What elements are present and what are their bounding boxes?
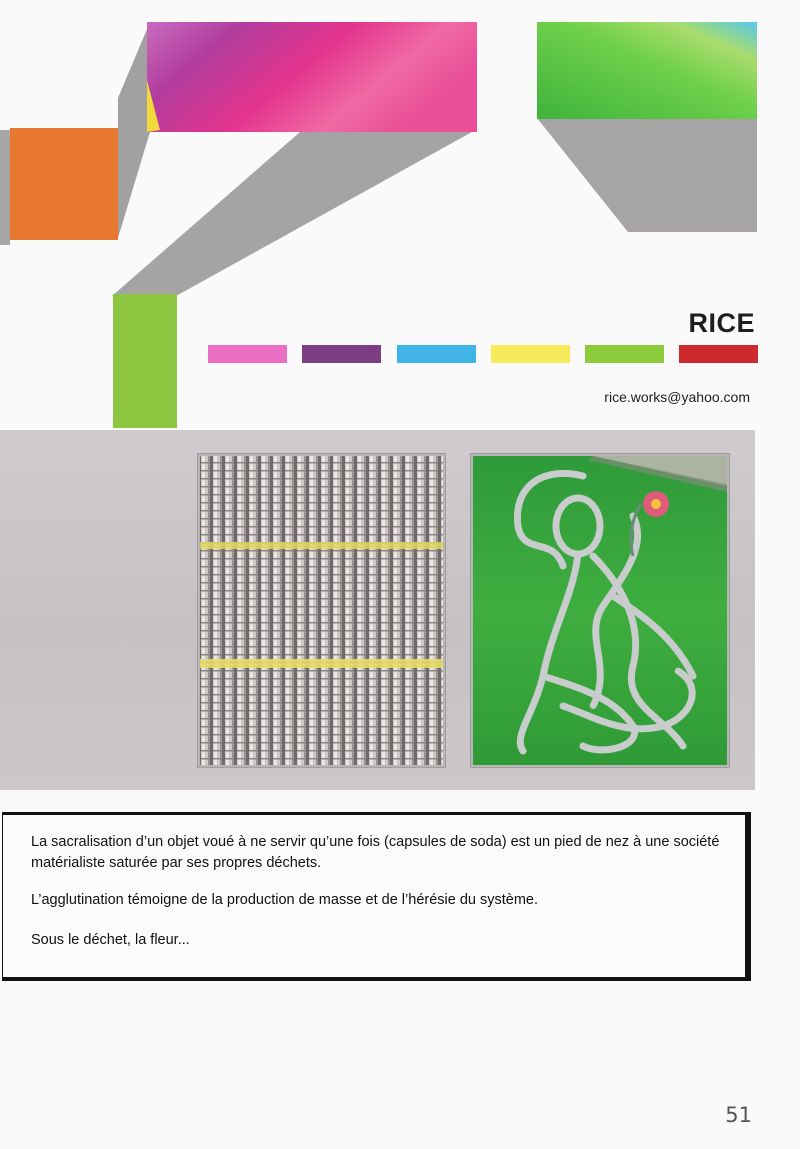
green-block (113, 294, 177, 428)
description-paragraph-1: La sacralisation d’un objet voué à ne servir qu’une fois (capsules de soda) est un pied de nez à une société matérialiste saturée par ses propres déchets. (31, 834, 720, 871)
artwork-photo-figure-on-grass (471, 454, 729, 767)
magenta-gradient-block (147, 22, 477, 132)
color-swatch-purple (302, 345, 381, 363)
color-swatch-blue (397, 345, 476, 363)
gray-perspective-shape (0, 130, 10, 245)
gray-perspective-shape (112, 132, 472, 296)
contact-email: rice.works@yahoo.com (604, 389, 750, 405)
artwork-gallery (0, 430, 755, 790)
color-swatch-green (585, 345, 664, 363)
green-gradient-block (537, 22, 757, 119)
color-swatch-pink (208, 345, 287, 363)
gray-perspective-shape (537, 118, 757, 232)
description-paragraph-3: Sous le déchet, la fleur... (31, 932, 190, 948)
description-box (2, 812, 751, 981)
decorative-header-graphic (0, 0, 800, 430)
artwork-photo-columns (198, 454, 445, 767)
orange-block (10, 128, 118, 240)
gray-perspective-shape (118, 22, 150, 238)
description-paragraph-2: L’agglutination témoigne de la production de masse et de l’hérésie du système. (31, 892, 539, 908)
color-swatch-red (679, 345, 758, 363)
artist-name: RICE (688, 308, 755, 338)
page-number: 51 (725, 1103, 752, 1127)
color-swatch-yellow (491, 345, 570, 363)
